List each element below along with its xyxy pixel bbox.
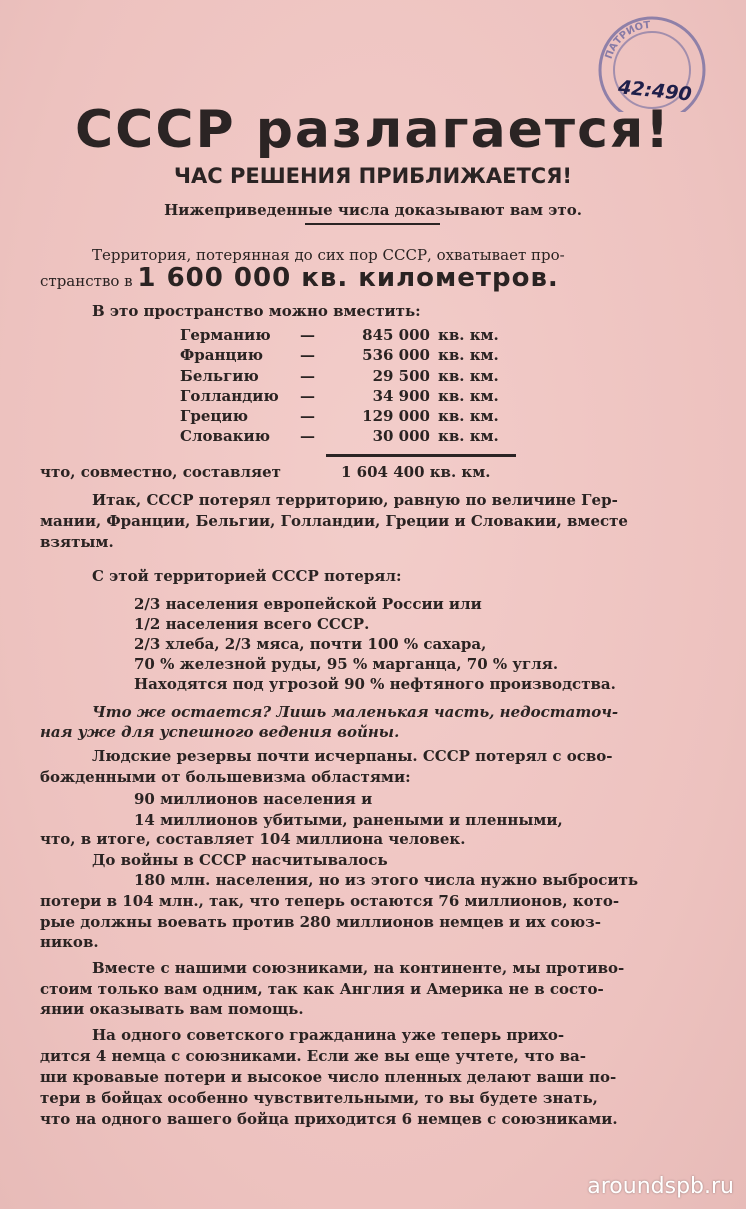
losses-intro: С этой территорией СССР потерял: <box>92 567 402 585</box>
loss-item: 1/2 населения всего СССР. <box>134 615 370 633</box>
reserves-line: ников. <box>40 933 99 951</box>
territory-prefix: странство в <box>40 272 133 290</box>
country-unit: кв. км. <box>438 407 499 426</box>
loss-item: 2/3 хлеба, 2/3 мяса, почти 100 % сахара, <box>134 635 487 653</box>
country-dash: — <box>300 386 315 405</box>
ratio-line: дится 4 немца с союзниками. Если же вы еще учтете, что ва- <box>40 1047 586 1065</box>
country-unit: кв. км. <box>438 427 499 446</box>
ratio-line: тери в бойцах особенно чувствительными, то вы будете знать, <box>40 1089 598 1107</box>
reserves-line: 90 миллионов населения и <box>134 790 373 808</box>
country-name: Францию <box>180 346 264 365</box>
country-dash: — <box>300 427 315 446</box>
territory-line-2 <box>40 263 559 293</box>
allies-line: стоим только вам одним, так как Англия и Америка не в состо- <box>40 980 604 998</box>
site-watermark: aroundspb.ru <box>587 1174 734 1199</box>
territory-intro: В это пространство можно вместить: <box>92 302 421 320</box>
country-area: 29 500 <box>372 366 430 385</box>
leaflet-title: СССР разлагается! <box>75 100 671 160</box>
reserves-line: потери в 104 млн., так, что теперь остаются 76 миллионов, кото- <box>40 892 620 910</box>
conclusion-line-2: мании, Франции, Бельгии, Голландии, Греции и Словакии, вместе <box>40 512 628 530</box>
country-area: 845 000 <box>362 326 430 344</box>
territory-line-1: Территория, потерянная до сих пор СССР, охватывает про- <box>92 246 565 264</box>
country-area: 30 000 <box>372 427 430 446</box>
stamp-ring-text: ПАТРИОТ <box>603 19 652 61</box>
country-unit: кв. км. <box>438 326 499 344</box>
conclusion-line-3: взятым. <box>40 533 114 551</box>
country-unit: кв. км. <box>438 346 499 365</box>
country-area: 536 000 <box>362 346 430 365</box>
country-area: 34 900 <box>372 386 430 405</box>
reserves-line: божденными от большевизма областями: <box>40 768 411 786</box>
country-dash: — <box>300 366 315 385</box>
allies-line: Вместе с нашими союзниками, на континенте, мы противо- <box>92 959 625 977</box>
reserves-line: 14 миллионов убитыми, ранеными и пленными, <box>134 811 563 829</box>
country-name: Германию <box>180 326 271 344</box>
country-name: Грецию <box>180 407 248 426</box>
lead-line: Нижеприведенные числа доказывают вам это. <box>164 201 582 219</box>
allies-line: янии оказывать вам помощь. <box>40 1000 304 1018</box>
conclusion-line-1: Итак, СССР потерял территорию, равную по величине Гер- <box>92 491 618 509</box>
country-name: Словакию <box>180 427 270 446</box>
ratio-line: На одного советского гражданина уже теперь прихо- <box>92 1026 565 1044</box>
total-value: 1 604 400 кв. км. <box>341 463 491 481</box>
ratio-line: ши кровавые потери и высокое число пленных делают ваши по- <box>40 1068 617 1086</box>
country-area: 129 000 <box>362 407 430 426</box>
country-name: Бельгию <box>180 366 259 385</box>
reserves-line: Людские резервы почти исчерпаны. СССР потерял с осво- <box>92 747 613 765</box>
ratio-line: что на одного вашего бойца приходится 6 немцев с союзниками. <box>40 1110 618 1128</box>
handwritten-note: 42:490 <box>617 76 693 106</box>
reserves-line: 180 млн. населения, но из этого числа нужно выбросить <box>134 871 639 889</box>
country-dash: — <box>300 407 315 426</box>
territory-area: 1 600 000 кв. километров. <box>137 263 559 293</box>
loss-item: 2/3 населения европейской России или <box>134 595 482 613</box>
leaflet-subtitle: ЧАС РЕШЕНИЯ ПРИБЛИЖАЕТСЯ! <box>174 164 572 188</box>
country-unit: кв. км. <box>438 386 499 405</box>
country-dash: — <box>300 346 315 365</box>
loss-item: Находятся под угрозой 90 % нефтяного производства. <box>134 675 616 693</box>
country-dash: — <box>300 326 315 344</box>
country-unit: кв. км. <box>438 366 499 385</box>
remains-line-2: ная уже для успешного ведения войны. <box>40 723 400 741</box>
country-name: Голландию <box>180 386 279 405</box>
sum-rule <box>326 454 516 457</box>
loss-item: 70 % железной руды, 95 % марганца, 70 % угля. <box>134 655 559 673</box>
reserves-line: До войны в СССР насчитывалось <box>92 851 388 869</box>
reserves-line: что, в итоге, составляет 104 миллиона человек. <box>40 830 466 848</box>
title-rule <box>305 223 440 225</box>
total-label: что, совместно, составляет <box>40 463 281 481</box>
remains-line-1: Что же остается? Лишь маленькая часть, недостаточ- <box>92 703 619 721</box>
reserves-line: рые должны воевать против 280 миллионов немцев и их союз- <box>40 913 601 931</box>
